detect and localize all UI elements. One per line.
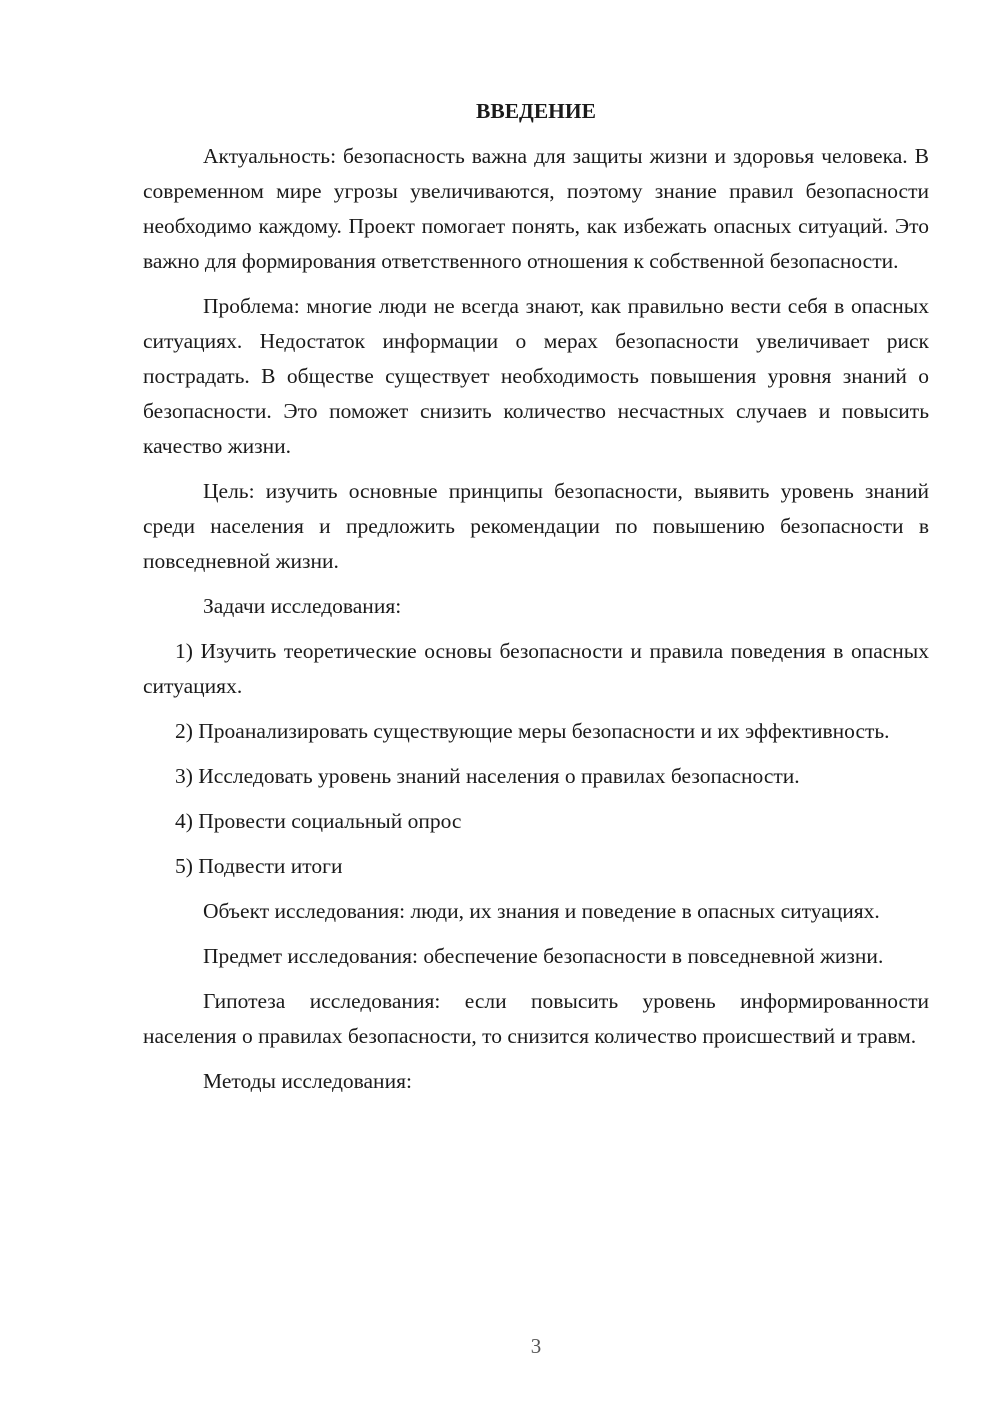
object-paragraph: Объект исследования: люди, их знания и поведение в опасных ситуациях. — [203, 899, 880, 923]
methods-title: Методы исследования: — [203, 1069, 412, 1093]
task-item-3: 3) Исследовать уровень знаний населения о правилах безопасности. — [175, 764, 800, 788]
task-item-5: 5) Подвести итоги — [175, 854, 343, 878]
document-page — [143, 94, 929, 1109]
task-item-1: 1) Изучить теоретические основы безопасности и правила поведения в опасных ситуациях. — [143, 639, 929, 698]
relevance-paragraph: Актуальность: безопасность важна для защиты жизни и здоровья человека. В современном мире угрозы увеличиваются, поэтому знание правил безопасности необходимо каждому. Проект помогает понять, как избежать опасных ситуаций. Это важно для формирования ответственного отношения к собственной безопасности. — [143, 144, 929, 273]
tasks-title: Задачи исследования: — [203, 594, 402, 618]
task-item-2: 2) Проанализировать существующие меры безопасности и их эффективность. — [175, 719, 890, 743]
subject-paragraph: Предмет исследования: обеспечение безопасности в повседневной жизни. — [203, 944, 884, 968]
page-number: 3 — [530, 1334, 542, 1358]
section-heading: ВВЕДЕНИЕ — [476, 99, 596, 123]
goal-paragraph: Цель: изучить основные принципы безопасности, выявить уровень знаний среди населения и предложить рекомендации по повышению безопасности в повседневной жизни. — [143, 479, 929, 573]
hypothesis-paragraph: Гипотеза исследования: если повысить уровень информированности населения о правилах безопасности, то снизится количество происшествий и травм. — [143, 989, 929, 1048]
task-item-4: 4) Провести социальный опрос — [175, 809, 462, 833]
problem-paragraph: Проблема: многие люди не всегда знают, как правильно вести себя в опасных ситуациях. Недостаток информации о мерах безопасности увеличивает риск пострадать. В обществе существует необходимость повышения уровня знаний о безопасности. Это поможет снизить количество несчастных случаев и повысить качество жизни. — [143, 294, 929, 458]
